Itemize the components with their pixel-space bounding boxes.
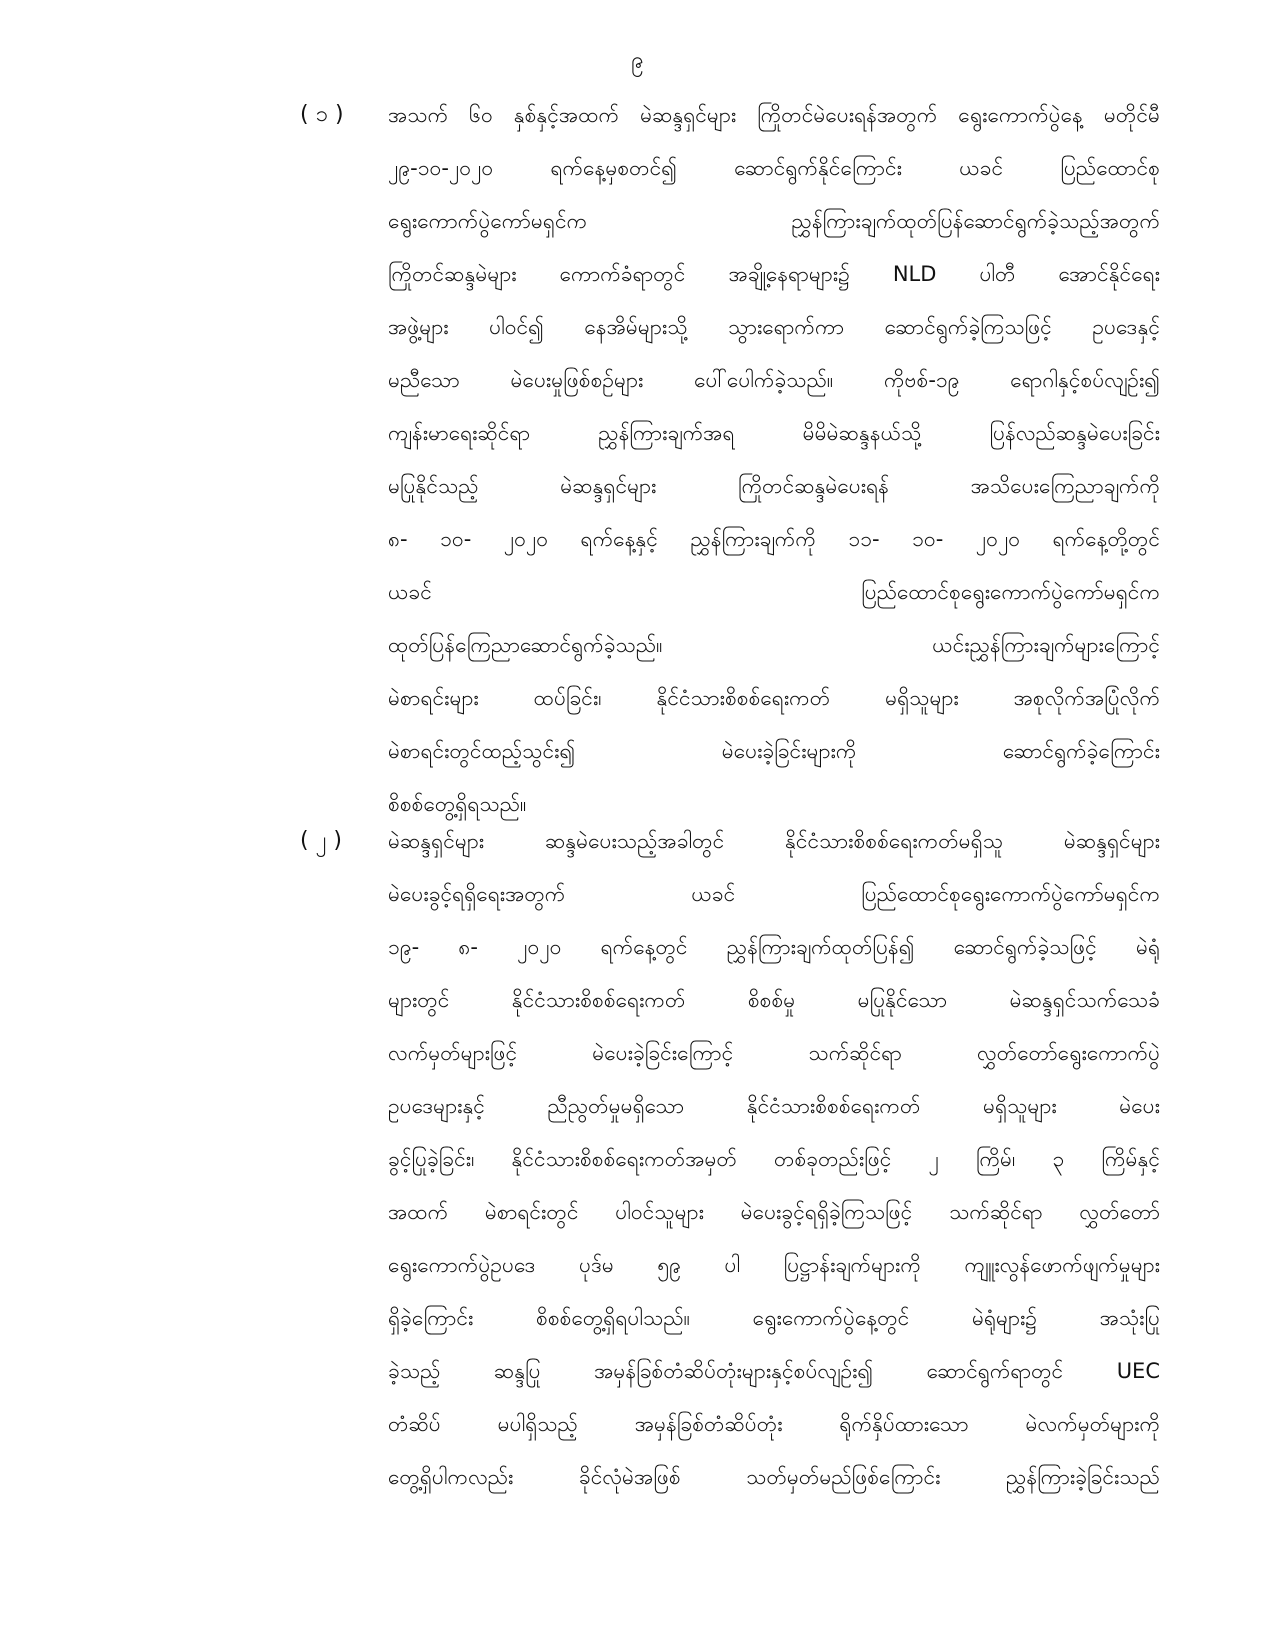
text-line: ၁၉- ၈- ၂၀၂၀ ရက်နေ့တွင် ညွှန်ကြားချက်ထုတ်ပြန်၍ ဆောင်ရွက်ခဲ့သဖြင့် မဲရုံ (388, 935, 1160, 959)
text-line: မညီသော မဲပေးမှုဖြစ်စဉ်များ ပေါ်ပေါက်ခဲ့သည်။ ကိုဗစ်-၁၉ ရောဂါနှင့်စပ်လျဉ်း၍ (388, 368, 1160, 392)
paragraph-marker: ( ၁ ) (300, 102, 344, 127)
text-line: ခဲ့သည့် ဆန္ဒပြု အမှန်ခြစ်တံဆိပ်တုံးများနှင့်စပ်လျဉ်း၍ ဆောင်ရွက်ရာတွင် UEC (388, 1359, 1160, 1383)
page-number: ၉ (631, 48, 644, 73)
text-line: ရှိခဲ့ကြောင်း စိစစ်တွေ့ရှိရပါသည်။ ရွေးကောက်ပွဲနေ့တွင် မဲရုံများ၌ အသုံးပြု (388, 1306, 1160, 1330)
text-line: စိစစ်တွေ့ရှိရသည်။ (388, 792, 527, 816)
paragraph-text (388, 826, 1160, 1515)
text-line: လက်မှတ်များဖြင့် မဲပေးခဲ့ခြင်းကြောင့် သက်ဆိုင်ရာ လွှတ်တော်ရွေးကောက်ပွဲ (388, 1041, 1160, 1065)
text-line: မဲစာရင်းတွင်ထည့်သွင်း၍ မဲပေးခဲ့ခြင်းများကို ဆောင်ရွက်ခဲ့ကြောင်း (388, 739, 1160, 763)
text-line: များတွင် နိုင်ငံသားစိစစ်ရေးကတ် စိစစ်မှု မပြုနိုင်သော မဲဆန္ဒရှင်သက်သေခံ (388, 988, 1160, 1012)
text-line: ၂၉-၁၀-၂၀၂၀ ရက်နေ့မှစတင်၍ ဆောင်ရွက်နိုင်ကြောင်း ယခင် ပြည်ထောင်စု (388, 156, 1160, 180)
text-line: အဖွဲ့များ ပါဝင်၍ နေအိမ်များသို့ သွားရောက်ကာ ဆောင်ရွက်ခဲ့ကြသဖြင့် ဥပဒေနှင့် (388, 315, 1160, 339)
text-line: မဲပေးခွင့်ရရှိရေးအတွက် ယခင် ပြည်ထောင်စုရွေးကောက်ပွဲကော်မရှင်က (388, 882, 1160, 906)
text-line: ထုတ်ပြန်ကြေညာဆောင်ရွက်ခဲ့သည်။ ယင်းညွှန်ကြားချက်များကြောင့် (388, 633, 1160, 657)
text-line: အသက် ၆၀ နှစ်နှင့်အထက် မဲဆန္ဒရှင်များ ကြိုတင်မဲပေးရန်အတွက် ရွေးကောက်ပွဲနေ့ မတိုင်မီ (388, 103, 1160, 127)
text-line: တံဆိပ် မပါရှိသည့် အမှန်ခြစ်တံဆိပ်တုံး ရိုက်နှိပ်ထားသော မဲလက်မှတ်များကို (388, 1412, 1160, 1436)
text-line: မဲစာရင်းများ ထပ်ခြင်း၊ နိုင်ငံသားစိစစ်ရေးကတ် မရှိသူများ အစုလိုက်အပြုံလိုက် (388, 686, 1160, 710)
text-line: ကြိုတင်ဆန္ဒမဲများ ကောက်ခံရာတွင် အချို့နေရာများ၌ NLD ပါတီ အောင်နိုင်ရေး (388, 262, 1160, 286)
text-line: ၈- ၁၀- ၂၀၂၀ ရက်နေ့နှင့် ညွှန်ကြားချက်ကို ၁၁- ၁၀- ၂၀၂၀ ရက်နေ့တို့တွင် (388, 527, 1160, 551)
text-line: ကျန်းမာရေးဆိုင်ရာ ညွှန်ကြားချက်အရ မိမိမဲဆန္ဒနယ်သို့ ပြန်လည်ဆန္ဒမဲပေးခြင်း (388, 421, 1160, 445)
paragraph-marker: ( ၂ ) (300, 828, 342, 853)
text-line: အထက် မဲစာရင်းတွင် ပါဝင်သူများ မဲပေးခွင့်ရရှိခဲ့ကြသဖြင့် သက်ဆိုင်ရာ လွှတ်တော် (388, 1200, 1160, 1224)
text-line: ရွေးကောက်ပွဲဥပဒေ ပုဒ်မ ၅၉ ပါ ပြဋ္ဌာန်းချက်များကို ကျူးလွန်ဖောက်ဖျက်မှုများ (388, 1253, 1160, 1277)
paragraph-text (388, 100, 1160, 842)
text-line: ခွင့်ပြုခဲ့ခြင်း၊ နိုင်ငံသားစိစစ်ရေးကတ်အမှတ် တစ်ခုတည်းဖြင့် ၂ ကြိမ်၊ ၃ ကြိမ်နှင့် (388, 1147, 1160, 1171)
text-line: ယခင် ပြည်ထောင်စုရွေးကောက်ပွဲကော်မရှင်က (388, 580, 1160, 604)
text-line: ဥပဒေများနှင့် ညီညွတ်မှုမရှိသော နိုင်ငံသားစိစစ်ရေးကတ် မရှိသူများ မဲပေး (388, 1094, 1160, 1118)
text-line: ရွေးကောက်ပွဲကော်မရှင်က ညွှန်ကြားချက်ထုတ်ပြန်ဆောင်ရွက်ခဲ့သည့်အတွက် (388, 209, 1160, 233)
text-line: တွေ့ရှိပါကလည်း ခိုင်လုံမဲအဖြစ် သတ်မှတ်မည်ဖြစ်ကြောင်း ညွှန်ကြားခဲ့ခြင်းသည် (388, 1465, 1160, 1489)
text-line: မပြုနိုင်သည့် မဲဆန္ဒရှင်များ ကြိုတင်ဆန္ဒမဲပေးရန် အသိပေးကြေညာချက်ကို (388, 474, 1160, 498)
text-line: မဲဆန္ဒရှင်များ ဆန္ဒမဲပေးသည့်အခါတွင် နိုင်ငံသားစိစစ်ရေးကတ်မရှိသူ မဲဆန္ဒရှင်များ (388, 829, 1160, 853)
